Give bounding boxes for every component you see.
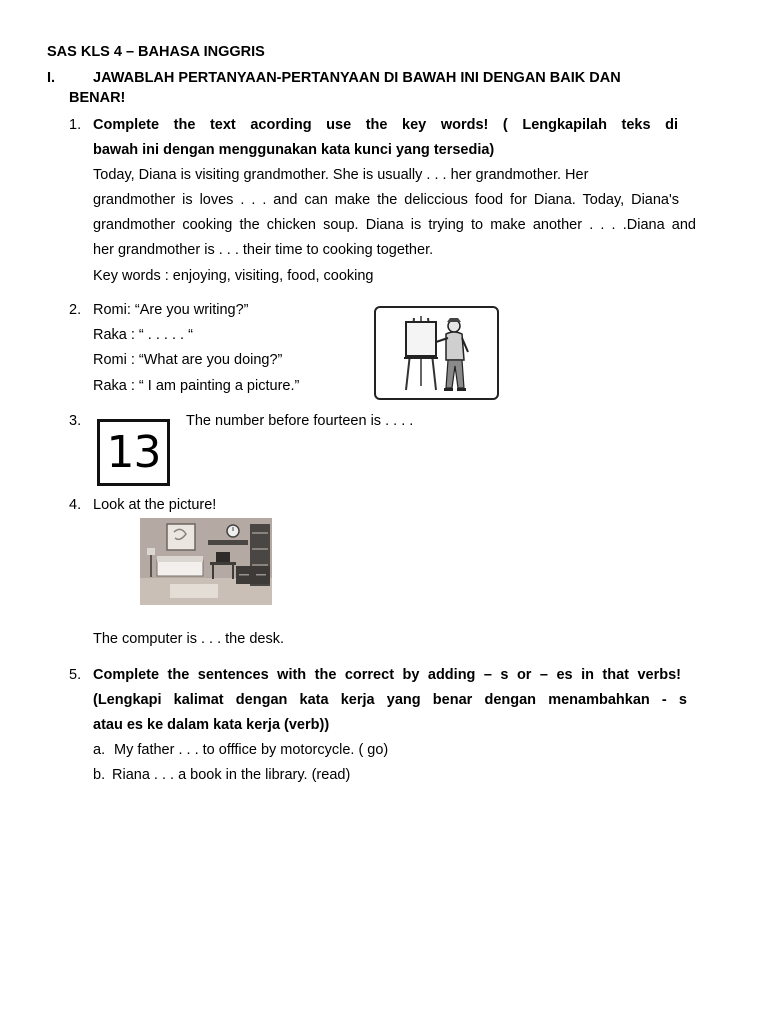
- q2-number: 2.: [69, 302, 82, 318]
- q5-instruction-line1: Complete the sentences with the correct by adding – s or – es in that verbs!: [93, 667, 681, 683]
- living-room-icon: [140, 518, 272, 605]
- q4-instruction: Look at the picture!: [93, 497, 217, 513]
- living-room-picture: [140, 518, 272, 605]
- q3-number: 3.: [69, 413, 82, 429]
- q1-text-line2: grandmother is loves . . . and can make the deliccious food for Diana. Today, Diana's: [93, 192, 679, 208]
- section-instruction-line1: JAWABLAH PERTANYAAN-PERTANYAAN DI BAWAH INI DENGAN BAIK DAN: [93, 70, 621, 86]
- q1-instruction-line2: bawah ini dengan menggunakan kata kunci yang tersedia): [93, 142, 495, 158]
- q5-item-a-text: My father . . . to offfice by motorcycle. ( go): [114, 742, 389, 758]
- q1-key-words: Key words : enjoying, visiting, food, cooking: [93, 268, 374, 284]
- q1-instruction-line1: Complete the text acording use the key words! ( Lengkapilah teks di: [93, 117, 678, 133]
- q5-instruction-line2: (Lengkapi kalimat dengan kata kerja yang benar dengan menambahkan - s: [93, 692, 687, 708]
- q5-item-b-label: b.: [93, 767, 106, 783]
- q1-number: 1.: [69, 117, 82, 133]
- q5-instruction-line3: atau es ke dalam kata kerja (verb)): [93, 717, 330, 733]
- q5-number: 5.: [69, 667, 82, 683]
- q1-text-line4: her grandmother is . . . their time to cooking together.: [93, 242, 434, 258]
- section-instruction-line2: BENAR!: [69, 90, 126, 106]
- q1-text-line3: grandmother cooking the chicken soup. Diana is trying to make another . . . .Diana and: [93, 217, 696, 233]
- q2-dialog-line1: Romi: “Are you writing?”: [93, 302, 249, 318]
- worksheet-title: SAS KLS 4 – BAHASA INGGRIS: [47, 44, 265, 60]
- q2-dialog-line2: Raka : “ . . . . . “: [93, 327, 193, 343]
- q4-sentence: The computer is . . . the desk.: [93, 631, 284, 647]
- number-box: 13: [97, 419, 170, 486]
- q3-question-text: The number before fourteen is . . . .: [186, 413, 414, 429]
- q2-dialog-line4: Raka : “ I am painting a picture.”: [93, 378, 300, 394]
- painter-at-easel-icon: [376, 308, 497, 398]
- painter-picture: [374, 306, 499, 400]
- q2-dialog-line3: Romi : “What are you doing?”: [93, 352, 283, 368]
- section-numeral: I.: [47, 70, 56, 86]
- q5-item-a-label: a.: [93, 742, 106, 758]
- q4-number: 4.: [69, 497, 82, 513]
- q1-text-line1: Today, Diana is visiting grandmother. She is usually . . . her grandmother. Her: [93, 167, 589, 183]
- q5-item-b-text: Riana . . . a book in the library. (read): [112, 767, 351, 783]
